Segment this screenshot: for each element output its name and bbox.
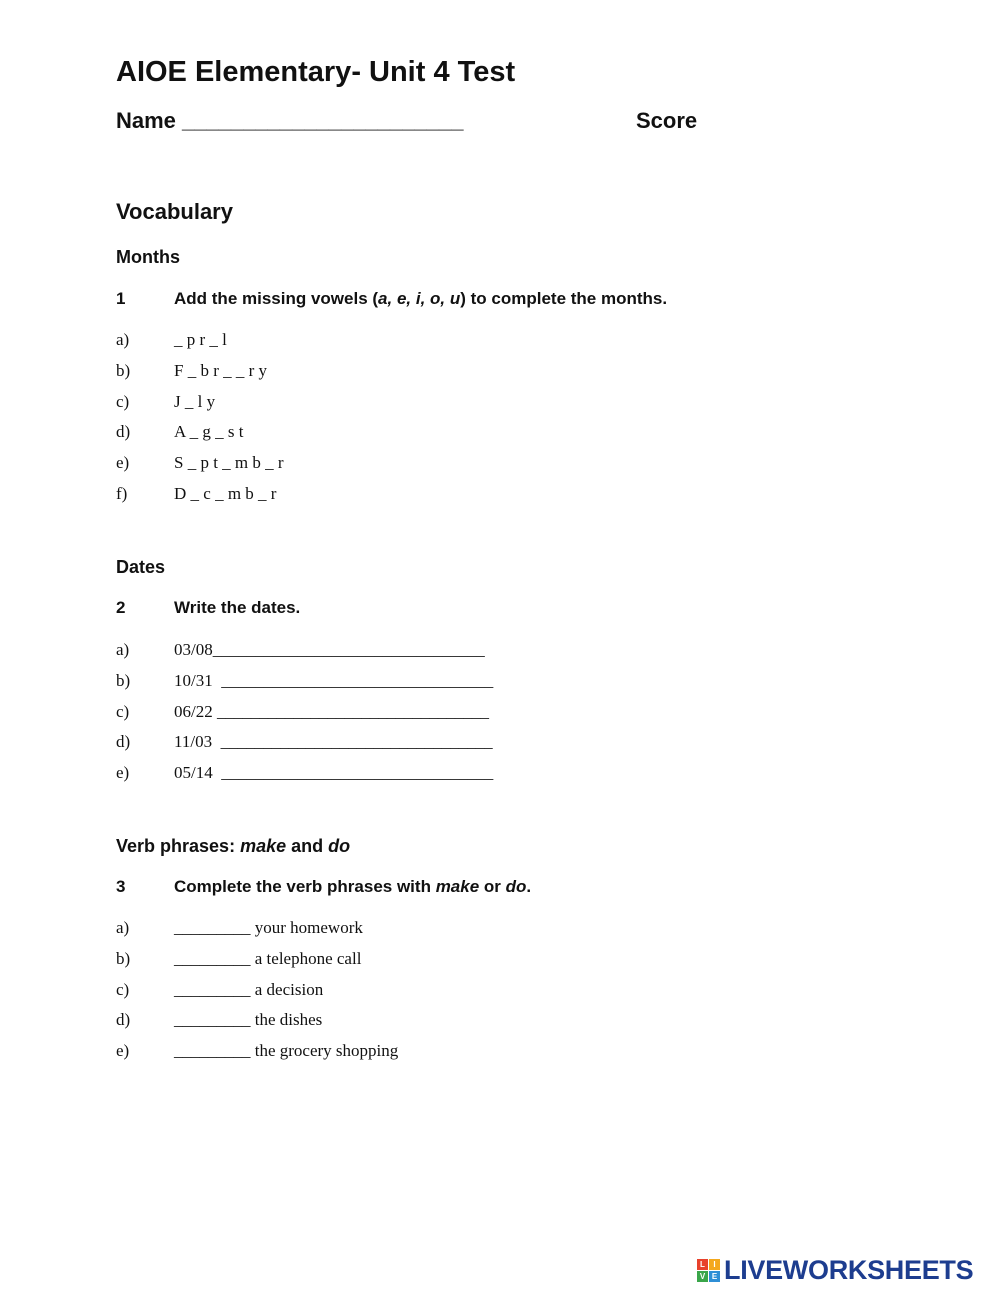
question-number: 3 (116, 877, 126, 896)
item-text[interactable]: S _ p t _ m b _ r (174, 453, 284, 473)
question-instruction: Write the dates. (174, 598, 301, 617)
item-letter: b) (116, 670, 131, 690)
item-text[interactable]: _________ a telephone call (174, 948, 362, 968)
item-text[interactable]: 03/08________________________________ (174, 640, 485, 659)
question-instruction: Add the missing vowels (a, e, i, o, u) to complete the months. (174, 289, 668, 308)
subheading-verb-phrases: Verb phrases: make and do (116, 836, 351, 856)
score-label: Score (636, 108, 698, 133)
item-text[interactable]: _________ your homework (174, 918, 363, 937)
item-letter: e) (116, 763, 130, 783)
name-field-label: Name _______________________ (116, 108, 464, 133)
item-letter: a) (116, 918, 130, 937)
item-letter: d) (116, 422, 131, 442)
item-letter: c) (116, 391, 130, 411)
item-text[interactable]: J _ l y (174, 391, 216, 411)
item-letter: a) (116, 640, 130, 659)
item-letter: c) (116, 979, 130, 999)
item-letter: d) (116, 732, 131, 752)
item-text[interactable]: 06/22 ________________________________ (174, 701, 489, 721)
item-letter: e) (116, 1041, 130, 1061)
subheading-dates: Dates (116, 557, 166, 577)
question-number: 2 (116, 598, 126, 617)
item-text[interactable]: 11/03 ________________________________ (174, 732, 493, 752)
item-letter: f) (116, 484, 128, 503)
logo-block: L (697, 1259, 708, 1270)
item-text[interactable]: 10/31 ________________________________ (174, 670, 494, 690)
item-text[interactable]: A _ g _ s t (174, 422, 244, 442)
item-letter: d) (116, 1010, 131, 1030)
item-letter: b) (116, 360, 131, 380)
logo-block: E (709, 1271, 720, 1282)
liveworksheets-logo (697, 1253, 973, 1287)
item-letter: a) (116, 330, 130, 349)
question-number: 1 (116, 289, 126, 308)
item-text[interactable]: _ p r _ l (174, 330, 227, 349)
logo-mark-icon (697, 1259, 720, 1282)
subheading-months: Months (116, 247, 180, 267)
item-text[interactable]: _________ a decision (174, 979, 324, 999)
logo-text: LIVEWORKSHEETS (724, 1254, 974, 1285)
page-title: AIOE Elementary- Unit 4 Test (116, 56, 516, 88)
item-letter: c) (116, 701, 130, 721)
logo-block: V (697, 1271, 708, 1282)
question-instruction: Complete the verb phrases with make or do. (174, 877, 532, 896)
item-letter: b) (116, 948, 131, 968)
item-text[interactable]: 05/14 ________________________________ (174, 763, 494, 783)
item-text[interactable]: D _ c _ m b _ r (174, 484, 277, 503)
logo-block: I (709, 1259, 720, 1270)
item-text[interactable]: F _ b r _ _ r y (174, 360, 268, 380)
section-heading-vocabulary: Vocabulary (116, 199, 233, 224)
item-text[interactable]: _________ the dishes (174, 1010, 323, 1030)
item-text[interactable]: _________ the grocery shopping (174, 1041, 399, 1061)
item-letter: e) (116, 453, 130, 473)
